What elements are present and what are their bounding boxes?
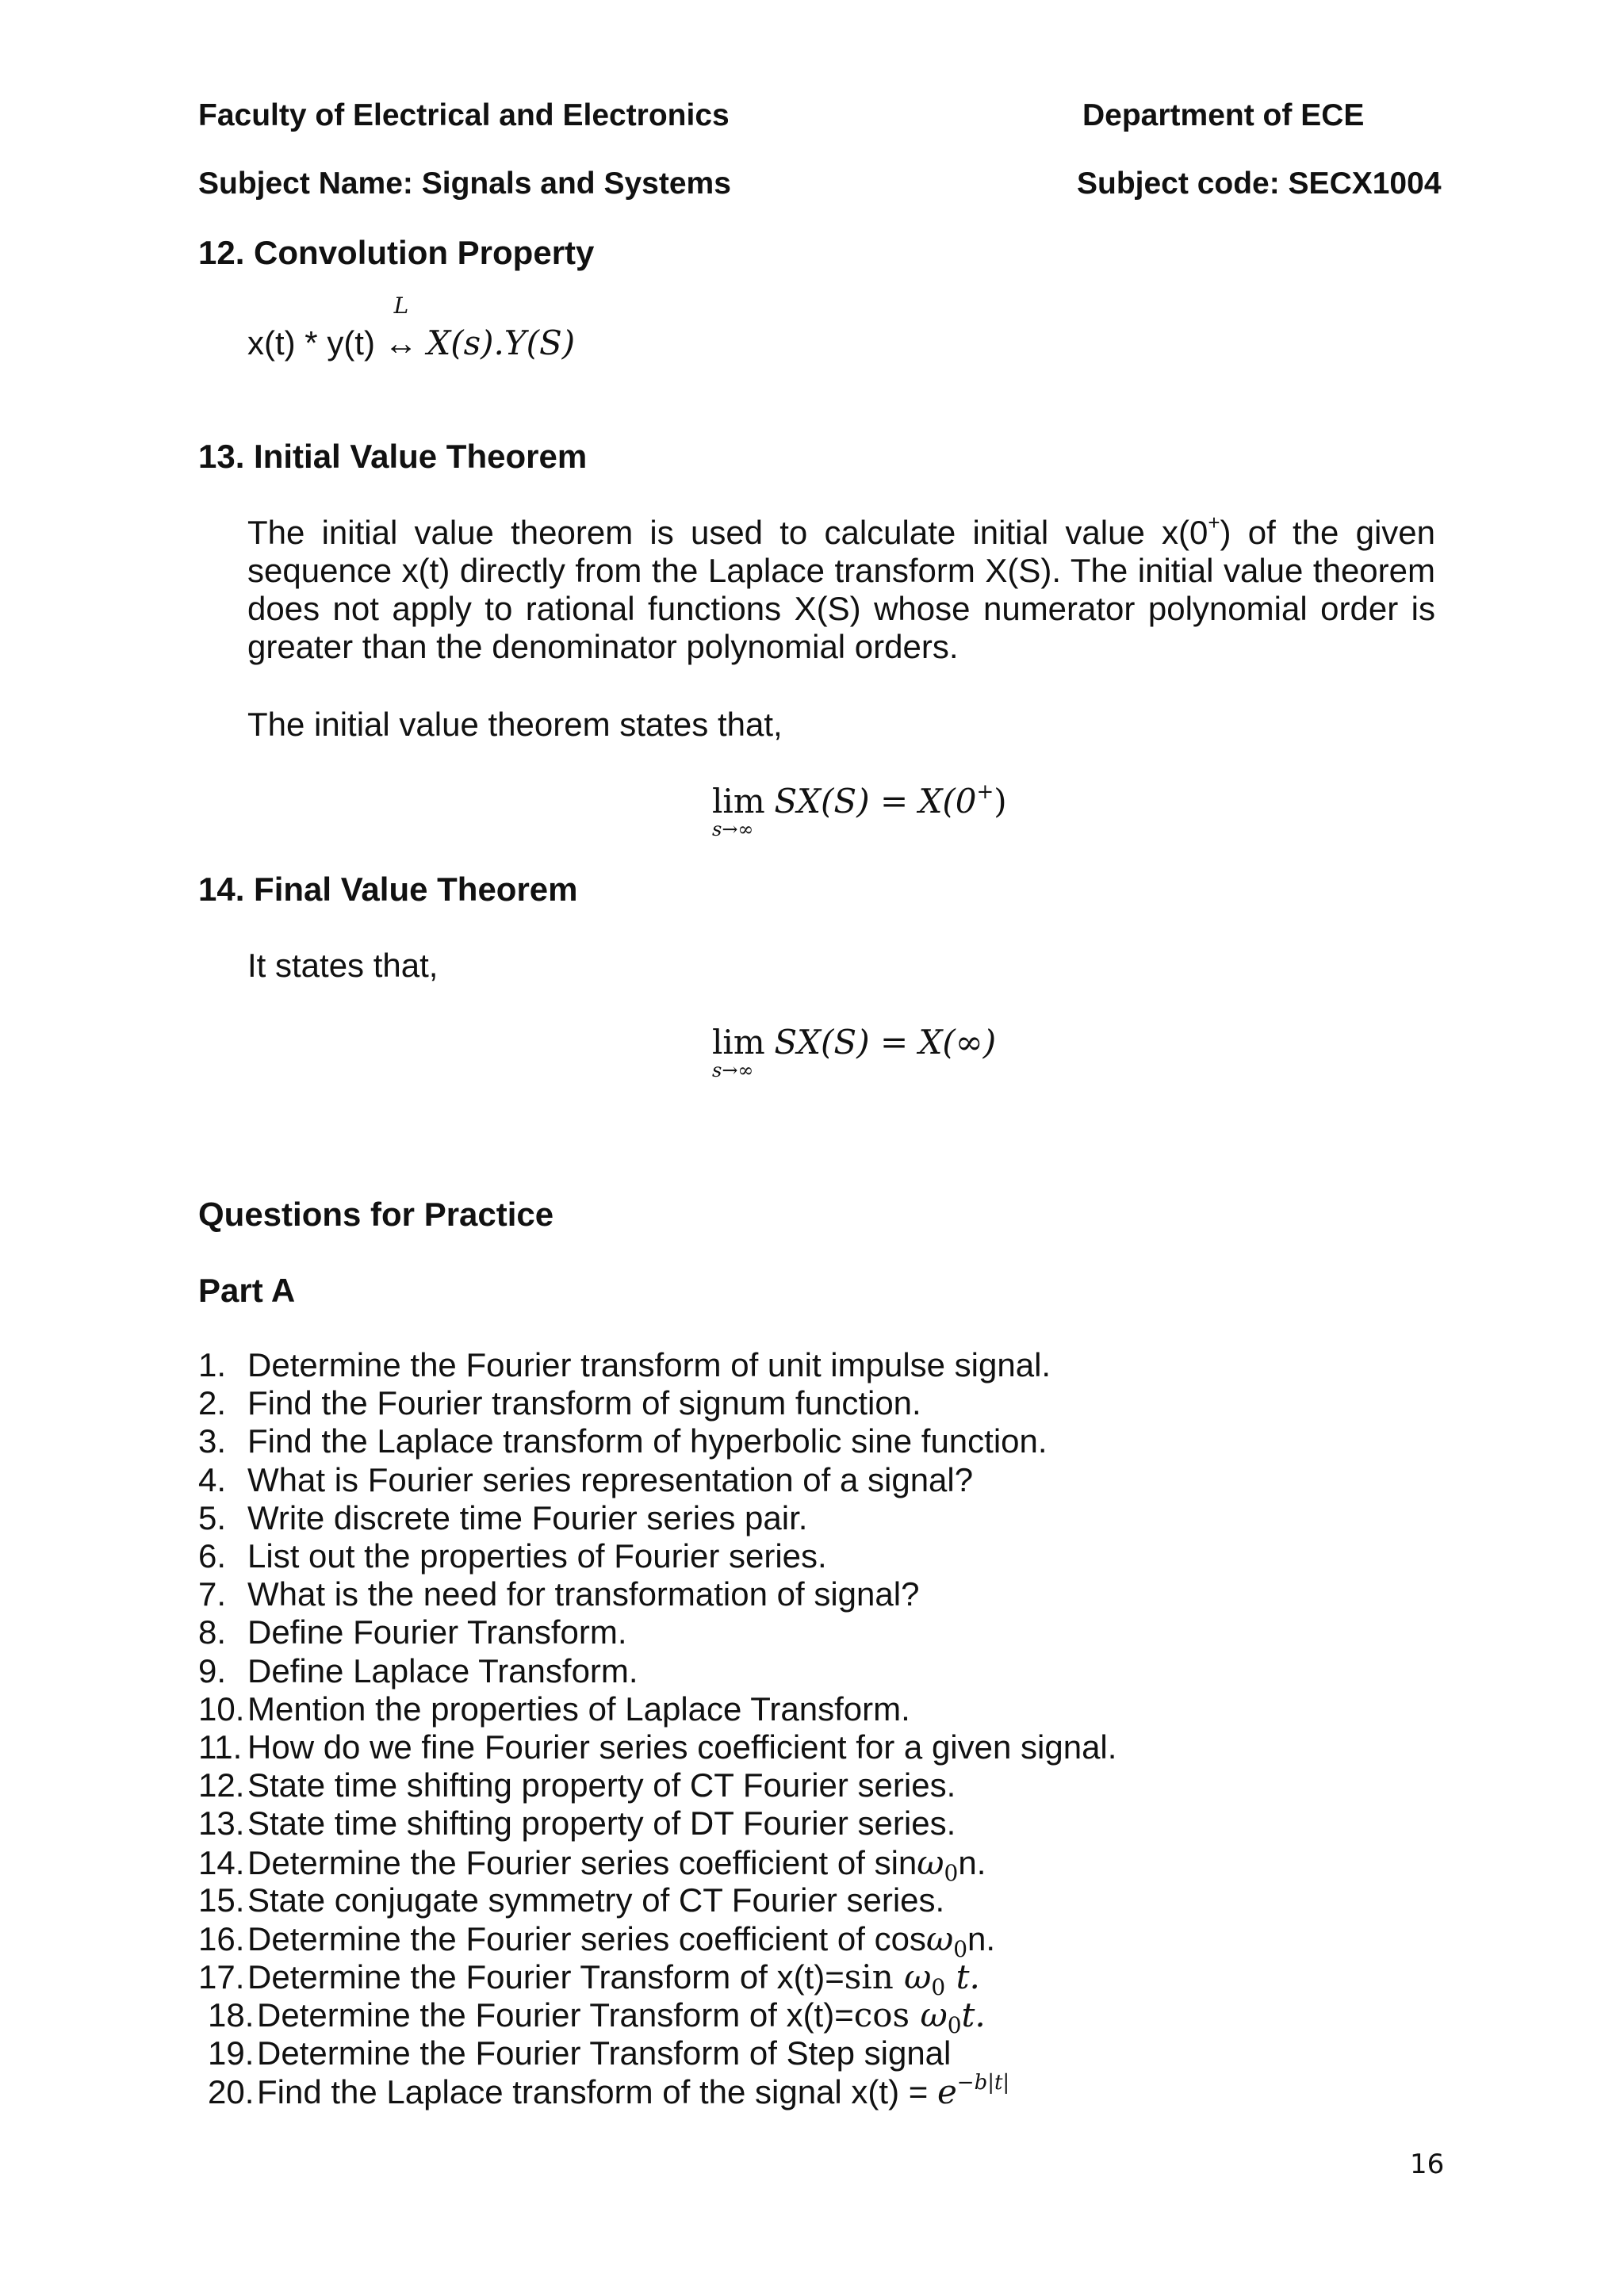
question-text: How do we fine Fourier series coefficient for a given signal. [247,1728,1117,1766]
limit-operator [712,782,765,840]
question-text: Find the Laplace transform of the signal x(t) = [257,2073,937,2110]
math-symbol: ω [925,1919,954,1958]
initial-value-equation [712,780,1007,840]
question-number: 8. [198,1613,227,1651]
equation-body: SX(S) = X(0 [774,782,977,821]
question-number: 20. [208,2073,255,2110]
math-symbol: ω [917,1843,944,1882]
math-superscript: −b|t| [956,2071,1010,2095]
question-item [198,1690,910,1728]
faculty-name: Faculty of Electrical and Electronics [198,98,730,132]
question-number: 19. [208,2034,255,2072]
convolution-formula [247,293,576,362]
question-text: State time shifting property of DT Fourier series. [247,1804,956,1842]
question-tail: t. [961,1996,986,2034]
math-subscript: 0 [947,2012,962,2038]
lim-subscript: s→∞ [712,818,754,840]
initial-value-heading: 13. Initial Value Theorem [198,438,588,475]
math-subscript: 0 [931,1974,946,2000]
department-name: Department of ECE [1082,98,1365,132]
question-text: Define Laplace Transform. [247,1652,638,1689]
question-item [198,1461,973,1499]
paragraph-text-start: The initial value theorem is used to calculate initial value x(0 [247,514,1208,551]
convolution-heading: 12. Convolution Property [198,234,595,271]
question-text: Determine the Fourier transform of unit impulse signal. [247,1346,1051,1383]
laplace-arrow-label: L [393,293,409,319]
question-text: What is the need for transformation of signal? [247,1575,920,1613]
question-text: What is Fourier series representation of a signal? [247,1461,974,1498]
paragraph-text-end: ) of the given sequence x(t) directly from the Laplace transform X(S). The initial value theorem does not apply to rational functions X(S) whose numerator polynomial order is greater than the denominator polynomial orders. [247,514,1435,665]
question-item [198,1346,1051,1384]
lim-text: lim [712,1023,765,1062]
double-arrow-icon: ↔ [384,324,418,362]
math-function: sin [844,1957,905,1996]
question-text: State conjugate symmetry of CT Fourier series. [247,1881,945,1919]
question-number: 13. [198,1804,245,1842]
question-number: 2. [198,1384,227,1422]
question-item [198,1728,1116,1766]
lim-text: lim [712,782,765,821]
question-number: 15. [198,1881,245,1919]
equation-superscript: + [976,780,994,804]
question-number: 5. [198,1499,227,1536]
question-text: Determine the Fourier Transform of x(t)= [257,1996,854,2034]
question-number: 7. [198,1575,227,1613]
practice-title: Questions for Practice [198,1196,554,1233]
question-number: 12. [198,1766,245,1804]
question-number: 4. [198,1461,227,1498]
question-item [198,1881,944,1919]
initial-value-states: The initial value theorem states that, [247,706,783,743]
question-number: 11. [198,1728,243,1766]
question-number: 9. [198,1652,227,1689]
question-item [198,1499,807,1537]
question-text: Find the Fourier transform of signum function. [247,1384,921,1422]
question-item [198,1843,986,1886]
question-number: 6. [198,1537,227,1575]
question-text: Define Fourier Transform. [247,1613,627,1651]
question-text: Find the Laplace transform of hyperbolic sine function. [247,1422,1048,1460]
question-item [198,1766,956,1804]
math-symbol: ω [920,1996,948,2034]
question-item [208,2072,1009,2111]
math-symbol: e [936,2072,957,2111]
question-number: 3. [198,1422,227,1460]
question-item [198,1613,627,1651]
question-tail: t. [945,1957,980,1996]
paragraph-superscript: + [1208,511,1220,534]
subject-name: Subject Name: Signals and Systems [198,166,731,201]
question-item [198,1384,921,1422]
final-value-equation [712,1023,997,1081]
question-item [208,1996,986,2038]
lim-subscript: s→∞ [712,1059,754,1081]
part-a-title: Part A [198,1272,296,1309]
question-item [198,1957,980,2000]
question-item [198,1919,996,1962]
question-text: Determine the Fourier Transform of Step signal [257,2034,952,2072]
question-item [198,1652,638,1690]
math-function: cos [853,1996,921,2034]
math-subscript: 0 [944,1860,959,1886]
convolution-rhs: X(s).Y(S) [427,323,576,362]
convolution-lhs: x(t) * y(t) [247,324,375,362]
question-item [198,1422,1048,1460]
question-tail: n. [967,1920,996,1957]
question-text: Determine the Fourier series coefficient of sin [247,1844,917,1881]
question-tail: n. [958,1844,986,1881]
question-text: Determine the Fourier series coefficient of cos [247,1920,926,1957]
question-item [198,1804,956,1843]
question-number: 16. [198,1920,245,1957]
equation-body: SX(S) = X(∞) [774,1023,997,1062]
subject-code: Subject code: SECX1004 [1077,166,1442,201]
math-symbol: ω [904,1957,932,1996]
question-number: 1. [198,1346,227,1383]
limit-operator [712,1023,765,1081]
question-text: List out the properties of Fourier series. [247,1537,827,1575]
question-number: 14. [198,1844,245,1881]
initial-value-paragraph [247,511,1435,666]
question-item [208,2034,951,2072]
question-text: Write discrete time Fourier series pair. [247,1499,808,1536]
final-value-states: It states that, [247,947,439,984]
question-number: 18. [208,1996,255,2034]
question-number: 17. [198,1958,245,1996]
question-text: State time shifting property of CT Fourier series. [247,1766,956,1804]
equation-close: ) [994,782,1007,821]
question-text: Mention the properties of Laplace Transform. [247,1690,910,1728]
question-item [198,1575,919,1613]
question-item [198,1537,827,1575]
question-number: 10. [198,1690,245,1728]
question-text: Determine the Fourier Transform of x(t)= [247,1958,845,1996]
page-number: 16 [1410,2149,1445,2180]
final-value-heading: 14. Final Value Theorem [198,871,578,908]
laplace-pair-arrow [384,293,418,362]
math-subscript: 0 [953,1936,968,1962]
